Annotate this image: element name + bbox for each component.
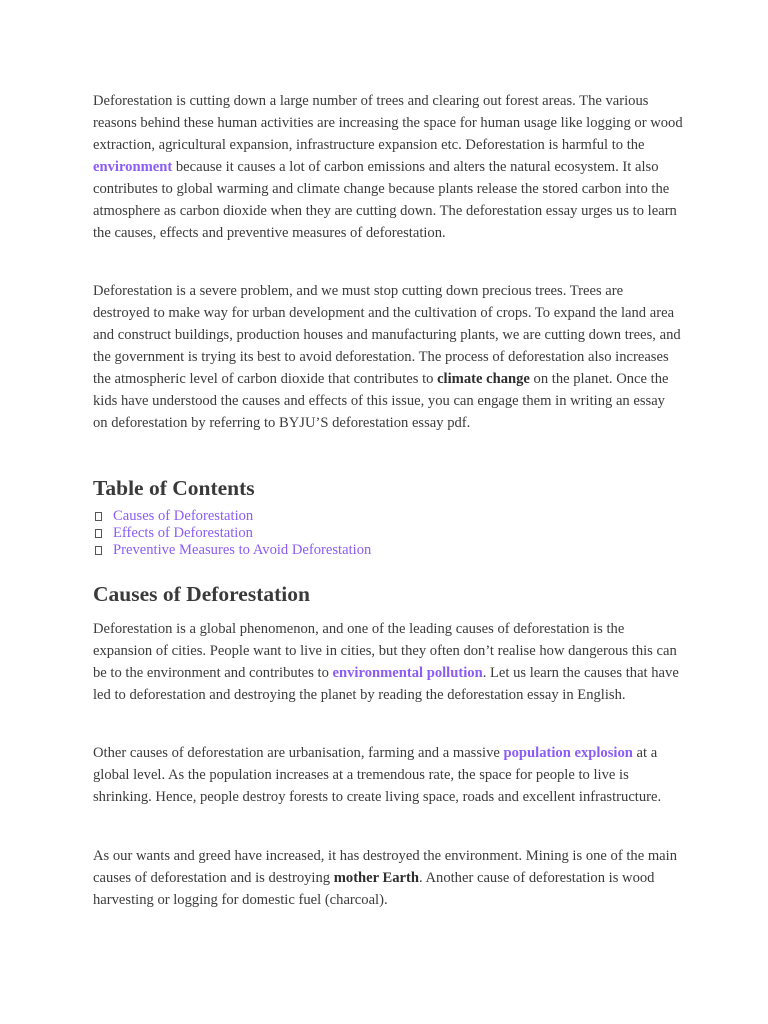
environment-link[interactable]: environment [93,159,173,175]
bullet-icon [95,512,102,521]
climate-change-term: climate change [437,371,530,387]
causes1-text-b: . Let us learn the causes that have led to deforestation and destroying the planet by reading the deforestation essay in English. [93,665,679,703]
toc-link-effects[interactable]: Effects of Deforestation [113,525,253,541]
intro-text-a: Deforestation is cutting down a large number of trees and clearing out forest areas. The various reasons behind these human activities are increasing the space for human usage like logging or wood extraction, agricultural expansion, infrastructure expansion etc. Deforestation is harmful to the [93,93,683,153]
causes-paragraph-3 [93,845,683,911]
causes2-text-a: Other causes of deforestation are urbanisation, farming and a massive [93,745,504,761]
causes-paragraph-1 [93,618,683,706]
bullet-icon [95,546,102,555]
intro2-text-a: Deforestation is a severe problem, and we must stop cutting down precious trees. Trees are destroyed to make way for urban development and the cultivation of crops. To expand the land area and construct buildings, production houses and manufacturing plants, we are cutting down trees, and the government is trying its best to avoid deforestation. The process of deforestation also increases the atmospheric level of carbon dioxide that contributes to [93,283,681,387]
intro-paragraph-2 [93,280,683,434]
causes-heading: Causes of Deforestation [93,582,310,606]
toc-link-preventive[interactable]: Preventive Measures to Avoid Deforestation [113,542,372,558]
toc-link-causes[interactable]: Causes of Deforestation [113,508,254,524]
intro-paragraph-1 [93,90,683,244]
toc-item[interactable] [93,525,371,542]
causes-paragraph-2 [93,742,683,808]
intro2-text-b: on the planet. Once the kids have understood the causes and effects of this issue, you can engage them in writing an essay on deforestation by referring to BYJU’S deforestation essay pdf. [93,371,669,431]
population-explosion-link[interactable]: population explosion [503,745,633,761]
toc-heading: Table of Contents [93,476,255,500]
mother-earth-term: mother Earth [333,870,419,886]
toc-item[interactable] [93,508,371,525]
causes3-text-a: As our wants and greed have increased, it has destroyed the environment. Mining is one of the main causes of deforestation and is destroying [93,848,677,886]
toc-item[interactable] [93,542,371,559]
causes1-text-a: Deforestation is a global phenomenon, and one of the leading causes of deforestation is the expansion of cities. People want to live in cities, but they often don’t realise how dangerous this can be to the environment and contributes to [93,621,677,681]
table-of-contents [93,508,371,559]
causes2-text-b: at a global level. As the population increases at a tremendous rate, the space for people to live is shrinking. Hence, people destroy forests to create living space, roads and excellent infrastructure. [93,745,662,805]
causes3-text-b: . Another cause of deforestation is wood harvesting or logging for domestic fuel (charcoal). [93,870,655,908]
intro-text-b: because it causes a lot of carbon emissions and alters the natural ecosystem. It also contributes to global warming and climate change because plants release the stored carbon into the atmosphere as carbon dioxide when they are cutting down. The deforestation essay urges us to learn the causes, effects and preventive measures of deforestation. [93,159,677,241]
bullet-icon [95,529,102,538]
environmental-pollution-link[interactable]: environmental pollution [332,665,483,681]
